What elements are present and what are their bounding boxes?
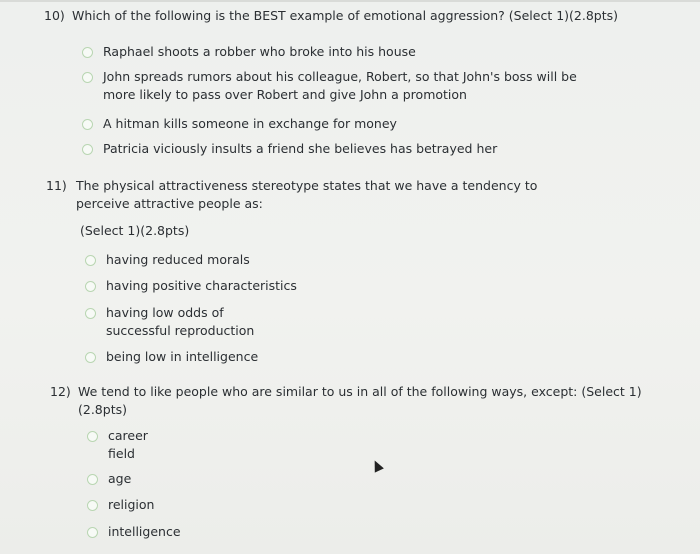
option-label: age: [108, 471, 132, 486]
question-number: 10): [44, 8, 65, 23]
question-text: We tend to like people who are similar to us in all of the following ways, except: (Select 1)(2.8pts): [78, 384, 642, 417]
mouse-cursor-icon: [370, 458, 384, 472]
radio-button[interactable]: [87, 527, 98, 538]
q10-option-3[interactable]: [82, 115, 582, 133]
option-label: John spreads rumors about his colleague, Robert, so that John's boss will be more likely to pass over Robert and give John a promotion: [103, 69, 577, 102]
radio-button[interactable]: [85, 255, 96, 266]
q10-option-4[interactable]: [82, 140, 582, 158]
option-label: Raphael shoots a robber who broke into his house: [103, 44, 416, 59]
question-10: [44, 7, 684, 27]
question-text: The physical attractiveness stereotype states that we have a tendency to perceive attractive people as:: [76, 178, 538, 211]
radio-button[interactable]: [87, 500, 98, 511]
q11-option-4[interactable]: [85, 348, 385, 366]
q11-option-3[interactable]: [85, 304, 285, 340]
question-number: 11): [46, 178, 67, 193]
option-label: career field: [108, 428, 148, 461]
option-label: having positive characteristics: [106, 278, 297, 293]
option-label: A hitman kills someone in exchange for money: [103, 116, 397, 131]
radio-button[interactable]: [82, 72, 93, 83]
q12-option-3[interactable]: [87, 496, 287, 514]
question-text: Which of the following is the BEST example of emotional aggression? (Select 1)(2.8pts): [72, 8, 619, 23]
question-12: [50, 383, 690, 417]
option-label: having reduced morals: [106, 252, 250, 267]
radio-button[interactable]: [82, 119, 93, 130]
q10-option-2[interactable]: [82, 68, 602, 104]
radio-button[interactable]: [82, 144, 93, 155]
option-label: being low in intelligence: [106, 349, 259, 364]
q11-option-2[interactable]: [85, 277, 385, 295]
radio-button[interactable]: [85, 281, 96, 292]
question-points: (Select 1)(2.8pts): [80, 223, 190, 238]
option-label: Patricia viciously insults a friend she believes has betrayed her: [103, 141, 498, 156]
radio-button[interactable]: [82, 47, 93, 58]
option-label: religion: [108, 497, 155, 512]
q12-option-2[interactable]: [87, 470, 287, 488]
question-number: 12): [50, 384, 71, 399]
q10-option-1[interactable]: [82, 43, 582, 61]
option-label: intelligence: [108, 524, 181, 539]
q12-option-4[interactable]: [87, 523, 287, 541]
q11-option-1[interactable]: [85, 251, 385, 269]
radio-button[interactable]: [85, 308, 96, 319]
radio-button[interactable]: [87, 431, 98, 442]
q12-option-1[interactable]: [87, 427, 157, 463]
option-label: having low odds of successful reproduction: [106, 305, 255, 338]
question-11: [46, 177, 586, 217]
radio-button[interactable]: [85, 352, 96, 363]
divider: [0, 0, 700, 2]
radio-button[interactable]: [87, 474, 98, 485]
